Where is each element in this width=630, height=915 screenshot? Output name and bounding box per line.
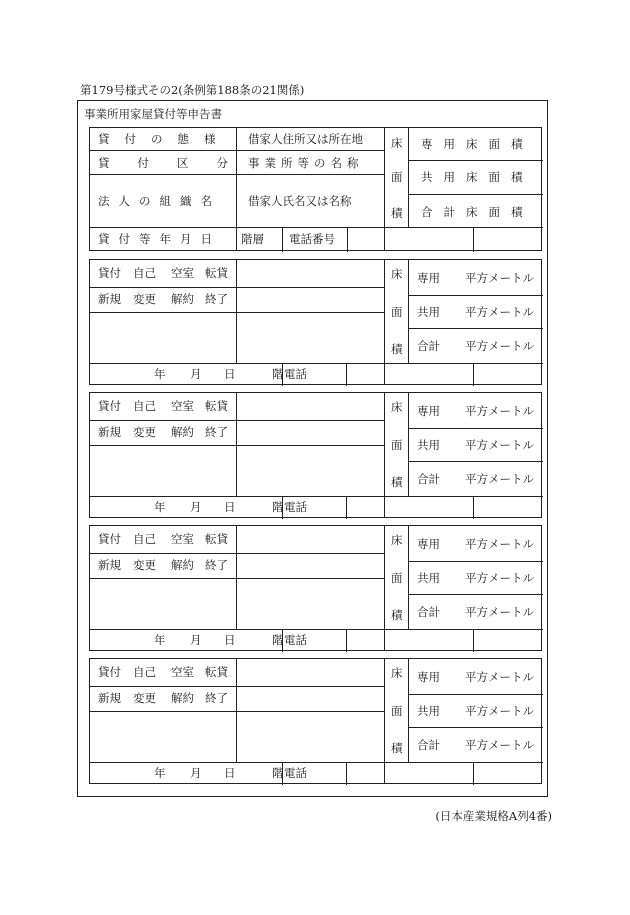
area-char-3: 積: [391, 342, 403, 356]
total-area-label: 合計: [417, 339, 440, 353]
option-vacant: 空室: [171, 399, 194, 413]
header-address-label: 借家人住所又は所在地: [248, 132, 363, 146]
private-area-unit: 平方メートル: [465, 670, 534, 684]
floor-label: 階: [272, 500, 284, 514]
floor-label: 階: [272, 766, 284, 780]
entry-block-4: [89, 658, 542, 784]
header-shared-area: 共用床面積: [421, 170, 534, 184]
header-total-area: 合計床面積: [421, 205, 534, 219]
option-cancel: 解約: [171, 691, 194, 705]
private-area-label: 専用: [417, 537, 440, 551]
area-char-2: 面: [391, 438, 403, 452]
private-area-unit: 平方メートル: [465, 271, 534, 285]
option-cancel: 解約: [171, 425, 194, 439]
option-self: 自己: [133, 665, 156, 679]
option-self: 自己: [133, 266, 156, 280]
header-area-char-2: 面: [391, 170, 403, 184]
option-end: 終了: [205, 292, 228, 306]
shared-area-label: 共用: [417, 305, 440, 319]
option-end: 終了: [205, 425, 228, 439]
floor-label: 階: [272, 633, 284, 647]
shared-area-label: 共用: [417, 704, 440, 718]
option-vacant: 空室: [171, 532, 194, 546]
option-change: 変更: [133, 292, 156, 306]
option-new: 新規: [98, 558, 121, 572]
phone-label: 電話: [284, 500, 307, 514]
form-caption: 第179号様式その2(条例第188条の21関係): [80, 83, 305, 97]
area-char-1: 床: [391, 666, 403, 680]
option-end: 終了: [205, 558, 228, 572]
option-lease: 貸付: [98, 399, 121, 413]
date-year: 年: [154, 500, 166, 514]
total-area-label: 合計: [417, 472, 440, 486]
date-month: 月: [190, 633, 202, 647]
option-end: 終了: [205, 691, 228, 705]
area-char-1: 床: [391, 533, 403, 547]
date-year: 年: [154, 633, 166, 647]
entry-block-3: [89, 525, 542, 651]
area-char-1: 床: [391, 400, 403, 414]
area-char-1: 床: [391, 267, 403, 281]
shared-area-unit: 平方メートル: [465, 571, 534, 585]
entry-block-2: [89, 392, 542, 518]
date-year: 年: [154, 367, 166, 381]
header-phone-label: 電話番号: [289, 232, 335, 246]
option-cancel: 解約: [171, 558, 194, 572]
shared-area-label: 共用: [417, 438, 440, 452]
option-sublease: 転貸: [205, 399, 228, 413]
phone-label: 電話: [284, 633, 307, 647]
area-char-3: 積: [391, 475, 403, 489]
paper-size-note: (日本産業規格A列4番): [435, 809, 552, 823]
header-date-label: 貸付等年月日: [98, 232, 221, 246]
private-area-label: 専用: [417, 670, 440, 684]
area-char-2: 面: [391, 305, 403, 319]
total-area-unit: 平方メートル: [465, 472, 534, 486]
total-area-label: 合計: [417, 738, 440, 752]
option-sublease: 転貸: [205, 266, 228, 280]
private-area-unit: 平方メートル: [465, 404, 534, 418]
total-area-unit: 平方メートル: [465, 738, 534, 752]
header-floor-label: 階層: [241, 232, 264, 246]
date-month: 月: [190, 367, 202, 381]
area-char-2: 面: [391, 704, 403, 718]
date-year: 年: [154, 766, 166, 780]
option-lease: 貸付: [98, 266, 121, 280]
date-day: 日: [224, 633, 236, 647]
date-day: 日: [224, 766, 236, 780]
header-table: [89, 127, 542, 251]
option-sublease: 転貸: [205, 665, 228, 679]
shared-area-unit: 平方メートル: [465, 438, 534, 452]
header-org-label: 法人の組織名: [98, 194, 221, 208]
option-self: 自己: [133, 532, 156, 546]
form-title: 事業所用家屋貸付等申告書: [84, 107, 222, 121]
header-area-char-1: 床: [391, 136, 403, 150]
total-area-label: 合計: [417, 605, 440, 619]
date-month: 月: [190, 766, 202, 780]
shared-area-unit: 平方メートル: [465, 704, 534, 718]
header-tenant-label: 借家人氏名又は名称: [248, 194, 352, 208]
option-self: 自己: [133, 399, 156, 413]
private-area-label: 専用: [417, 271, 440, 285]
header-category-label: 貸付区分: [98, 156, 256, 170]
option-lease: 貸付: [98, 532, 121, 546]
private-area-unit: 平方メートル: [465, 537, 534, 551]
header-private-area: 専用床面積: [421, 137, 534, 151]
option-new: 新規: [98, 691, 121, 705]
area-char-3: 積: [391, 741, 403, 755]
floor-label: 階: [272, 367, 284, 381]
option-change: 変更: [133, 558, 156, 572]
date-day: 日: [224, 367, 236, 381]
area-char-2: 面: [391, 571, 403, 585]
option-cancel: 解約: [171, 292, 194, 306]
header-mode-label: 貸付の態様: [98, 132, 231, 146]
option-new: 新規: [98, 292, 121, 306]
option-sublease: 転貸: [205, 532, 228, 546]
option-new: 新規: [98, 425, 121, 439]
shared-area-label: 共用: [417, 571, 440, 585]
private-area-label: 専用: [417, 404, 440, 418]
phone-label: 電話: [284, 367, 307, 381]
option-change: 変更: [133, 691, 156, 705]
total-area-unit: 平方メートル: [465, 339, 534, 353]
header-area-char-3: 積: [391, 206, 403, 220]
total-area-unit: 平方メートル: [465, 605, 534, 619]
option-lease: 貸付: [98, 665, 121, 679]
phone-label: 電話: [284, 766, 307, 780]
entry-block-1: [89, 259, 542, 385]
option-change: 変更: [133, 425, 156, 439]
area-char-3: 積: [391, 608, 403, 622]
date-day: 日: [224, 500, 236, 514]
option-vacant: 空室: [171, 665, 194, 679]
date-month: 月: [190, 500, 202, 514]
header-office-label: 事業所等の名称: [248, 156, 364, 170]
option-vacant: 空室: [171, 266, 194, 280]
shared-area-unit: 平方メートル: [465, 305, 534, 319]
